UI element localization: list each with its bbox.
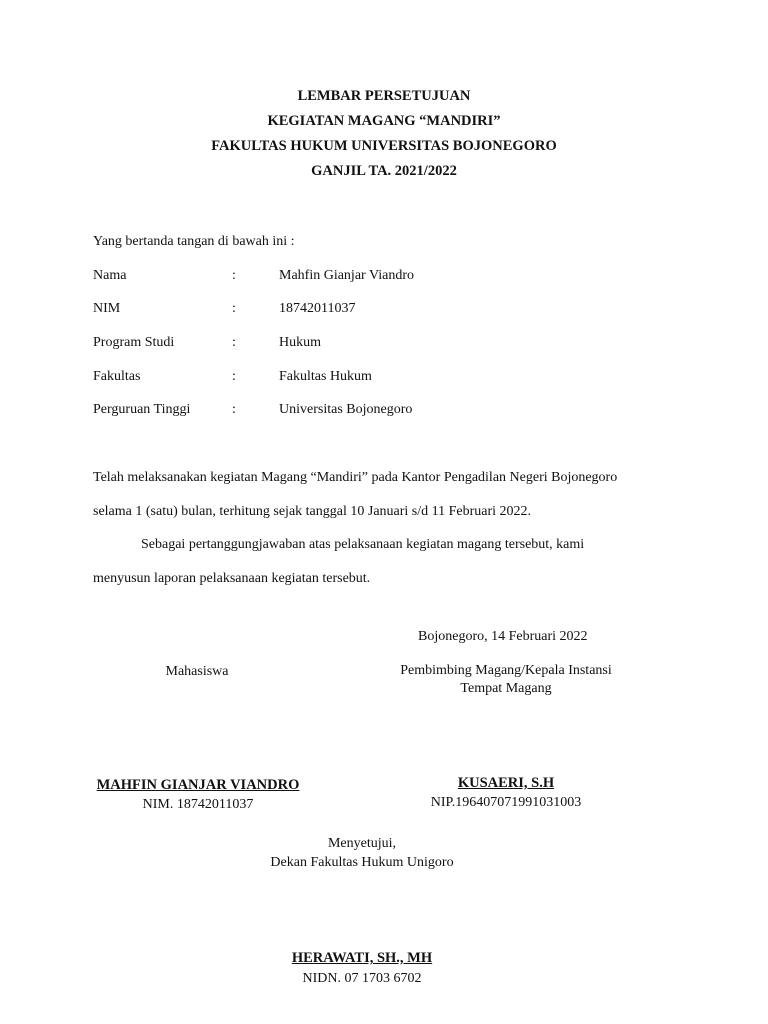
title-line-3: FAKULTAS HUKUM UNIVERSITAS BOJONEGORO	[211, 138, 557, 154]
dean-name: HERAWATI, SH., MH	[291, 950, 433, 966]
title-line-4: GANJIL TA. 2021/2022	[311, 163, 457, 179]
field-label-program-studi: Program Studi	[93, 335, 175, 350]
dean-id: NIDN. 07 1703 6702	[302, 971, 422, 986]
field-label-perguruan-tinggi: Perguruan Tinggi	[93, 402, 191, 417]
field-colon: :	[232, 335, 236, 350]
field-value-nim: 18742011037	[279, 301, 356, 316]
field-colon: :	[232, 369, 236, 384]
field-colon: :	[232, 301, 236, 316]
student-id: NIM. 18742011037	[142, 797, 254, 812]
student-role: Mahasiswa	[165, 664, 229, 679]
field-label-nim: NIM	[93, 301, 121, 316]
field-colon: :	[232, 268, 236, 283]
supervisor-role-line-1: Pembimbing Magang/Kepala Instansi	[400, 663, 612, 678]
intro-text: Yang bertanda tangan di bawah ini :	[93, 234, 295, 249]
field-colon: :	[232, 402, 236, 417]
title-line-2: KEGIATAN MAGANG “MANDIRI”	[267, 113, 501, 129]
field-value-nama: Mahfin Gianjar Viandro	[279, 268, 414, 283]
approval-line-1: Menyetujui,	[327, 836, 397, 851]
paragraph-1-line-2: selama 1 (satu) bulan, terhitung sejak tanggal 10 Januari s/d 11 Februari 2022.	[93, 504, 532, 519]
title-line-1: LEMBAR PERSETUJUAN	[297, 88, 471, 104]
field-label-nama: Nama	[93, 268, 127, 283]
paragraph-2-line-2: menyusun laporan pelaksanaan kegiatan tersebut.	[93, 571, 371, 586]
field-value-perguruan-tinggi: Universitas Bojonegoro	[279, 402, 413, 417]
field-label-fakultas: Fakultas	[93, 369, 141, 384]
field-value-program-studi: Hukum	[279, 335, 321, 350]
approval-line-2: Dekan Fakultas Hukum Unigoro	[270, 855, 454, 870]
paragraph-1-line-1: Telah melaksanakan kegiatan Magang “Mandiri” pada Kantor Pengadilan Negeri Bojonegoro	[93, 470, 618, 485]
field-value-fakultas: Fakultas Hukum	[279, 369, 372, 384]
paragraph-2-line-1: Sebagai pertanggungjawaban atas pelaksanaan kegiatan magang tersebut, kami	[141, 537, 585, 552]
supervisor-name: KUSAERI, S.H	[457, 775, 555, 791]
place-date: Bojonegoro, 14 Februari 2022	[418, 629, 588, 644]
supervisor-id: NIP.196407071991031003	[430, 795, 582, 810]
student-name: MAHFIN GIANJAR VIANDRO	[96, 777, 300, 793]
supervisor-role-line-2: Tempat Magang	[460, 681, 552, 696]
